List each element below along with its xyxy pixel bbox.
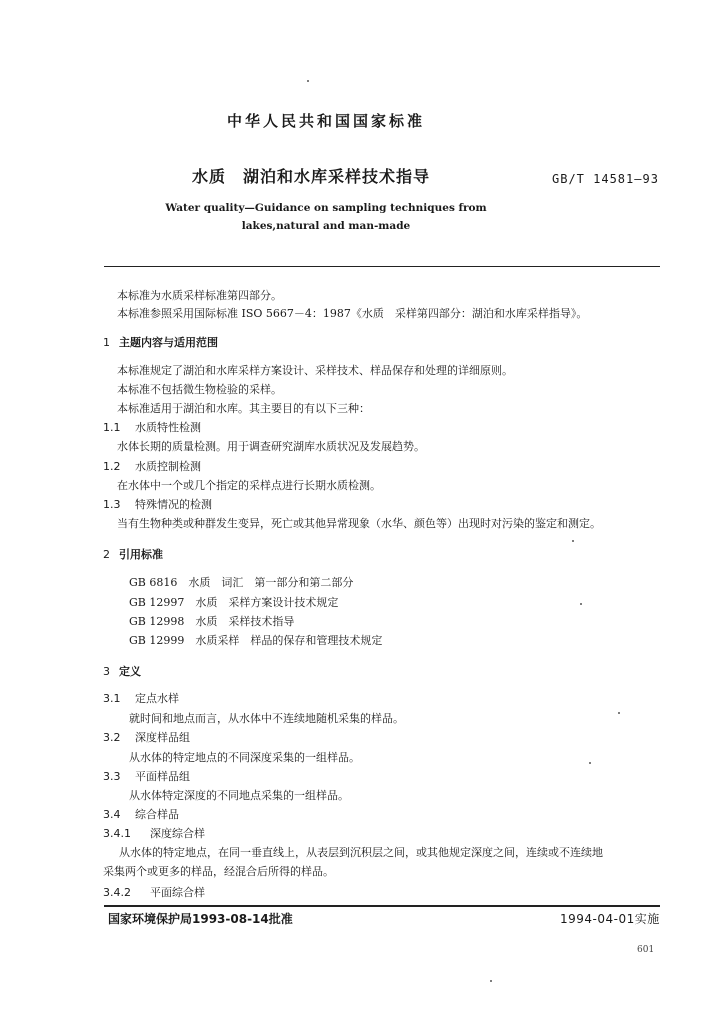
scan-speck bbox=[589, 762, 591, 764]
english-title-line-1: Water quality—Guidance on sampling techniques from bbox=[165, 202, 487, 214]
section-1-number: 1 bbox=[103, 336, 110, 349]
definition-3-2-body: 从水体的特定地点的不同深度采集的一组样品。 bbox=[129, 751, 360, 764]
definition-3-3-number: 3.3 bbox=[103, 770, 121, 783]
scan-speck bbox=[490, 980, 492, 982]
section-1-1-body: 水体长期的质量检测。用于调查研究湖库水质状况及发展趋势。 bbox=[117, 440, 425, 453]
reference-item: GB 12999 水质采样 样品的保存和管理技术规定 bbox=[129, 634, 383, 647]
scan-speck bbox=[307, 80, 309, 82]
definition-3-4-1-title: 深度综合样 bbox=[150, 827, 205, 840]
reference-item: GB 12997 水质 采样方案设计技术规定 bbox=[129, 596, 339, 609]
section-1-2-body: 在水体中一个或几个指定的采样点进行长期水质检测。 bbox=[117, 479, 381, 492]
section-1-2-number: 1.2 bbox=[103, 460, 121, 473]
section-1-1-title: 水质特性检测 bbox=[135, 421, 201, 434]
definition-3-2-number: 3.2 bbox=[103, 731, 121, 744]
english-title-line-2: lakes,natural and man-made bbox=[241, 220, 411, 232]
section-1-paragraph-3: 本标准适用于湖泊和水库。其主要目的有以下三种： bbox=[117, 402, 370, 415]
section-1-paragraph-2: 本标准不包括微生物检验的采样。 bbox=[117, 383, 282, 396]
approval-line: 国家环境保护局1993-08-14批准 bbox=[108, 912, 293, 926]
header-divider bbox=[104, 266, 660, 267]
section-1-1-number: 1.1 bbox=[103, 421, 121, 434]
definition-3-4-2-number: 3.4.2 bbox=[103, 886, 131, 899]
definition-3-2-title: 深度样品组 bbox=[135, 731, 190, 744]
org-title: 中华人民共和国国家标准 bbox=[226, 112, 425, 130]
definition-3-1-title: 定点水样 bbox=[135, 692, 179, 705]
footer-divider bbox=[104, 905, 660, 907]
scan-speck bbox=[572, 540, 574, 542]
section-2-number: 2 bbox=[103, 548, 110, 561]
definition-3-3-body: 从水体特定深度的不同地点采集的一组样品。 bbox=[129, 789, 349, 802]
reference-item: GB 6816 水质 词汇 第一部分和第二部分 bbox=[129, 576, 354, 589]
standard-code: GB/T 14581—93 bbox=[552, 172, 659, 186]
definition-3-1-number: 3.1 bbox=[103, 692, 121, 705]
section-1-3-title: 特殊情况的检测 bbox=[135, 498, 212, 511]
definition-3-4-1-body-line-2: 采集两个或更多的样品，经混合后所得的样品。 bbox=[103, 865, 334, 878]
section-1-paragraph-1: 本标准规定了湖泊和水库采样方案设计、采样技术、样品保存和处理的详细原则。 bbox=[117, 364, 513, 377]
definition-3-4-title: 综合样品 bbox=[135, 808, 179, 821]
scan-speck bbox=[580, 603, 582, 605]
definition-3-4-2-title: 平面综合样 bbox=[150, 886, 205, 899]
section-1-3-body: 当有生物种类或种群发生变异，死亡或其他异常现象（水华、颜色等）出现时对污染的鉴定和测定。 bbox=[117, 517, 601, 530]
definition-3-1-body: 就时间和地点而言，从水体中不连续地随机采集的样品。 bbox=[129, 712, 404, 725]
section-2-heading: 引用标准 bbox=[119, 548, 163, 561]
page-number: 601 bbox=[637, 945, 655, 955]
definition-3-4-1-number: 3.4.1 bbox=[103, 827, 131, 840]
definition-3-4-number: 3.4 bbox=[103, 808, 121, 821]
scan-speck bbox=[618, 712, 620, 714]
definition-3-3-title: 平面样品组 bbox=[135, 770, 190, 783]
document-title: 水质 湖泊和水库采样技术指导 bbox=[192, 167, 431, 186]
intro-line-2: 本标准参照采用国际标准 ISO 5667－4：1987《水质 采样第四部分：湖泊和水库采样指导》。 bbox=[117, 307, 588, 320]
section-1-3-number: 1.3 bbox=[103, 498, 121, 511]
reference-item: GB 12998 水质 采样技术指导 bbox=[129, 615, 295, 628]
section-1-heading: 主题内容与适用范围 bbox=[119, 336, 218, 349]
intro-line-1: 本标准为水质采样标准第四部分。 bbox=[117, 289, 282, 302]
effective-date-line: 1994-04-01实施 bbox=[560, 912, 660, 926]
section-1-2-title: 水质控制检测 bbox=[135, 460, 201, 473]
section-3-number: 3 bbox=[103, 665, 110, 678]
definition-3-4-1-body-line-1: 从水体的特定地点，在同一垂直线上，从表层到沉积层之间，或其他规定深度之间，连续或不连续地 bbox=[119, 846, 603, 859]
section-3-heading: 定义 bbox=[119, 665, 141, 678]
